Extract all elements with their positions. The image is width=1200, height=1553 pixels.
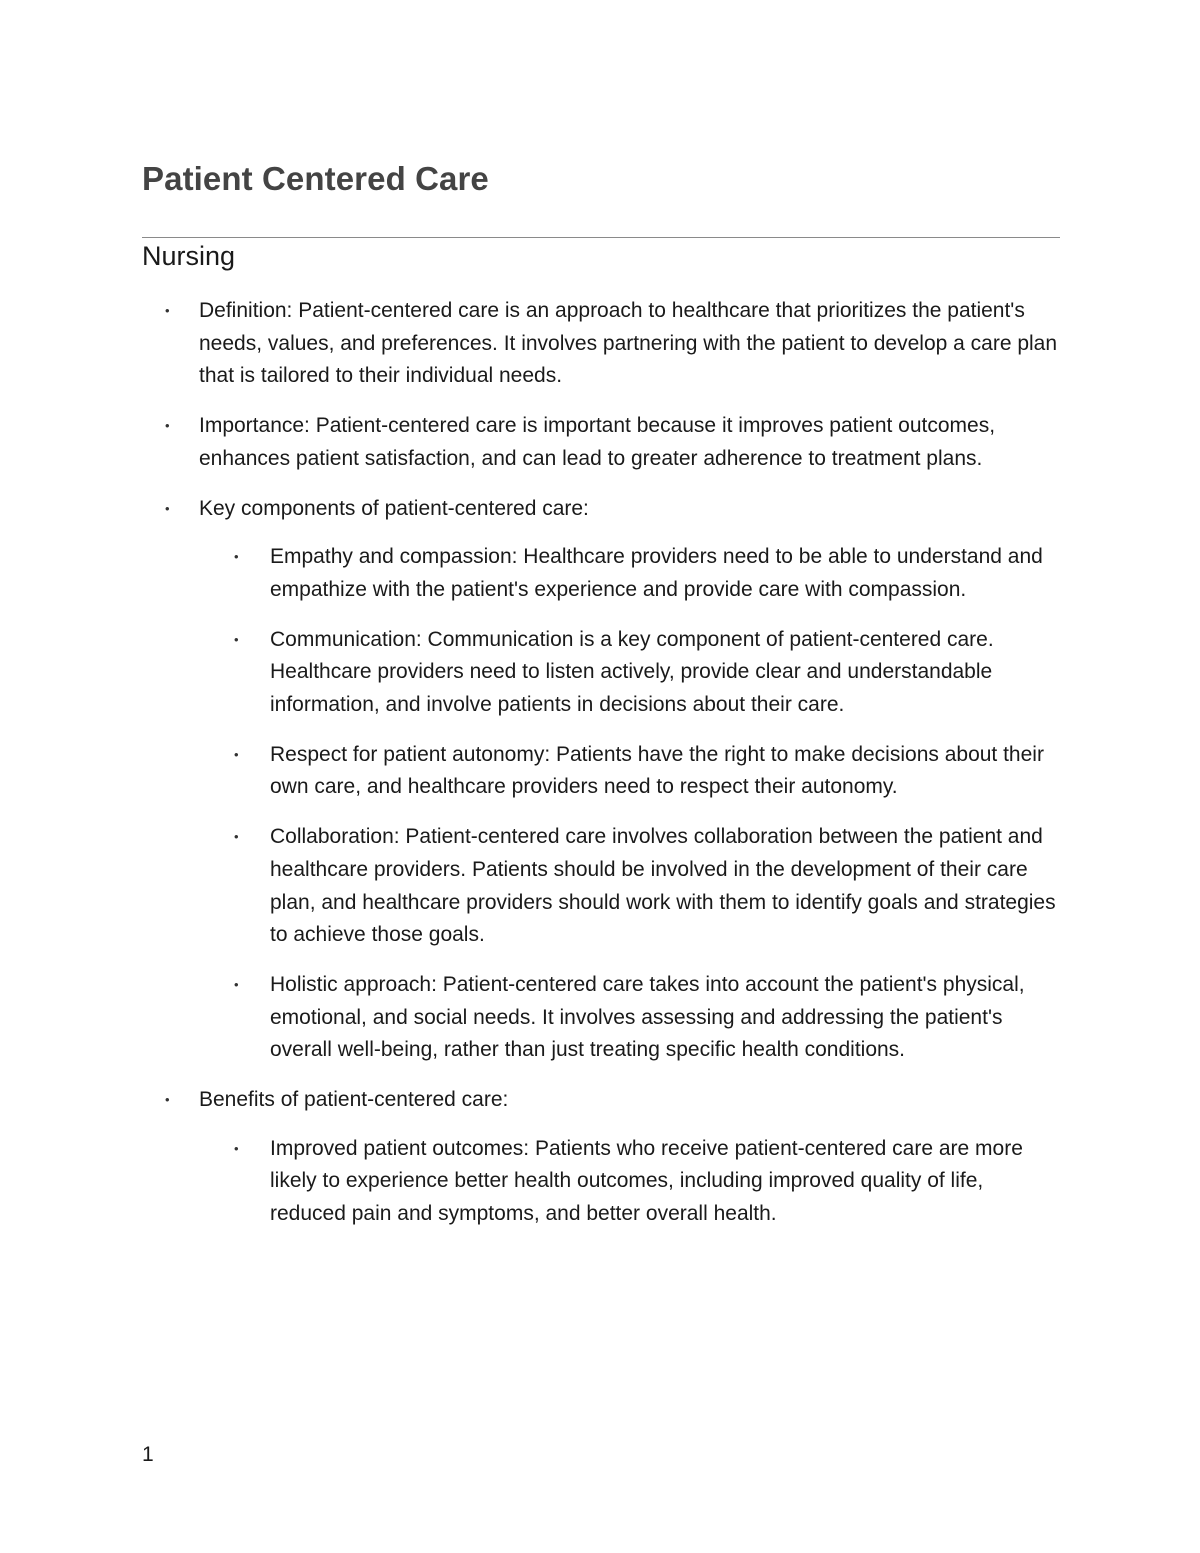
sub-list-item xyxy=(199,821,1060,952)
bullet-icon: • xyxy=(234,1140,239,1156)
sub-list-item-text: Respect for patient autonomy: Patients have the right to make decisions about their own care, and healthcare providers need to respect their autonomy. xyxy=(270,742,1044,799)
list-item xyxy=(0,410,1060,475)
bullet-icon: • xyxy=(234,631,239,647)
sub-list-item-text: Collaboration: Patient-centered care involves collaboration between the patient and healthcare providers. Patients should be involved in the development of their care plan, and healthcare providers should work with them to identify goals and strategies to achieve those goals. xyxy=(270,825,1056,947)
sub-list-item xyxy=(199,624,1060,722)
list-item xyxy=(0,295,1060,393)
list-item-text: Importance: Patient-centered care is important because it improves patient outcomes, enhances patient satisfaction, and can lead to greater adherence to treatment plans. xyxy=(199,414,996,470)
sub-list-item-text: Holistic approach: Patient-centered care takes into account the patient's physical, emotional, and social needs. It involves assessing and addressing the patient's overall well-being, rather than just treating specific health conditions. xyxy=(270,972,1025,1062)
bullet-list xyxy=(0,295,1200,1248)
bullet-icon: • xyxy=(234,746,239,762)
sub-list-item xyxy=(199,739,1060,804)
bullet-icon: • xyxy=(165,500,170,516)
list-item xyxy=(0,493,1060,1068)
list-item xyxy=(0,1084,1060,1231)
sub-bullet-list xyxy=(199,1133,1060,1231)
sub-bullet-list xyxy=(199,541,1060,1067)
bullet-icon: • xyxy=(234,549,239,565)
bullet-icon: • xyxy=(234,829,239,845)
bullet-icon: • xyxy=(234,976,239,992)
sub-list-item-text: Improved patient outcomes: Patients who receive patient-centered care are more likely to experience better health outcomes, including improved quality of life, reduced pain and symptoms, and better overall health. xyxy=(270,1136,1023,1226)
sub-list-item xyxy=(199,1133,1060,1231)
bullet-icon: • xyxy=(165,303,170,318)
sub-list-item xyxy=(199,541,1060,606)
page-number: 1 xyxy=(142,1443,154,1466)
bullet-icon: • xyxy=(165,418,170,434)
sub-list-item-text: Empathy and compassion: Healthcare providers need to be able to understand and empathize with the patient's experience and provide care with compassion. xyxy=(270,545,1043,601)
list-item-text: Benefits of patient-centered care: xyxy=(199,1088,509,1112)
document-title: Patient Centered Care xyxy=(142,160,489,197)
list-item-text: Key components of patient-centered care: xyxy=(199,496,589,520)
title-divider xyxy=(142,237,1060,238)
list-item-text: Definition: Patient-centered care is an approach to healthcare that prioritizes the patient's needs, values, and preferences. It involves partnering with the patient to develop a care plan that is tailored to their individual needs. xyxy=(199,299,1058,388)
sub-list-item xyxy=(199,969,1060,1067)
sub-list-item-text: Communication: Communication is a key component of patient-centered care. Healthcare providers need to listen actively, provide clear and understandable information, and involve patients in decisions about their care. xyxy=(270,627,994,717)
bullet-icon: • xyxy=(165,1092,170,1108)
section-heading: Nursing xyxy=(142,241,236,271)
